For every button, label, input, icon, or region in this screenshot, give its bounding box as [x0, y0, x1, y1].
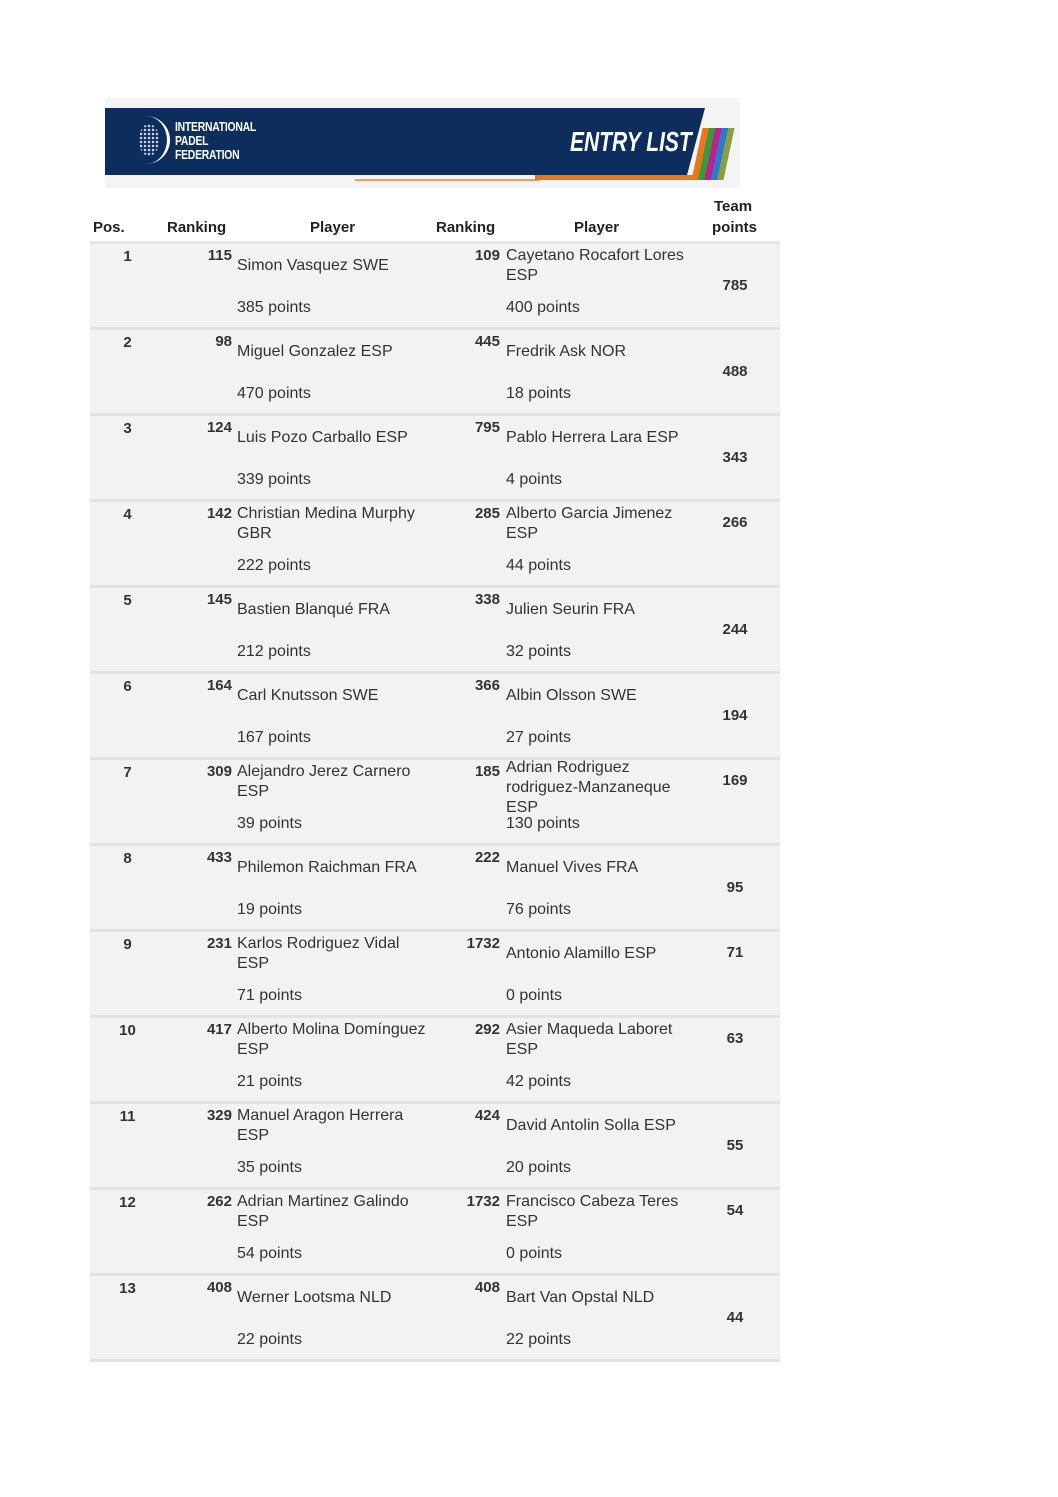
- player2-points: 42 points: [506, 1073, 571, 1090]
- table-row: [90, 588, 780, 674]
- player2-name: Manuel Vives FRA: [506, 859, 639, 876]
- player2-ranking: 408: [474, 1279, 500, 1296]
- team-points: 244: [722, 621, 748, 638]
- player2-points: 76 points: [506, 901, 571, 918]
- player1-ranking: 329: [206, 1107, 232, 1124]
- player1-name: Adrian Martinez Galindo ESP: [237, 1193, 409, 1230]
- player1-name: Philemon Raichman FRA: [237, 859, 417, 876]
- team-points: 71: [726, 944, 744, 961]
- team-points: 169: [722, 772, 748, 789]
- player1-name: Luis Pozo Carballo ESP: [237, 429, 408, 446]
- player1-points: 339 points: [237, 471, 311, 488]
- player2-name: Antonio Alamillo ESP: [506, 945, 657, 962]
- player2-ranking: 1732: [466, 1193, 500, 1210]
- table-row: [90, 1018, 780, 1104]
- player2-points: 18 points: [506, 385, 571, 402]
- player2-ranking: 185: [474, 763, 500, 780]
- player2-name: Alberto Garcia Jimenez ESP: [506, 505, 673, 542]
- logo-line: PADEL: [175, 133, 209, 148]
- player2-ranking: 338: [474, 591, 500, 608]
- player1-name: Miguel Gonzalez ESP: [237, 343, 393, 360]
- player1-ranking: 124: [206, 419, 232, 436]
- player2-ranking: 292: [474, 1021, 500, 1038]
- player1-points: 222 points: [237, 557, 311, 574]
- player2-name: Adrian Rodriguez rodriguez-Manzaneque ESP: [506, 759, 671, 816]
- player2-points: 4 points: [506, 471, 563, 488]
- header-player-2: Player: [574, 219, 620, 236]
- ipf-logo-text: [175, 120, 256, 162]
- banner-title: ENTRY LIST: [570, 126, 692, 157]
- position: 7: [123, 764, 132, 781]
- accent-bar: [535, 175, 695, 180]
- player1-points: 71 points: [237, 987, 302, 1004]
- team-points: 44: [726, 1309, 744, 1326]
- player1-points: 470 points: [237, 385, 311, 402]
- player2-points: 32 points: [506, 643, 571, 660]
- player1-points: 35 points: [237, 1159, 302, 1176]
- player2-points: 44 points: [506, 557, 571, 574]
- header-ranking-2: Ranking: [436, 219, 496, 236]
- player1-ranking: 164: [206, 677, 232, 694]
- position: 2: [123, 334, 132, 351]
- team-points: 95: [726, 879, 744, 896]
- position: 3: [123, 420, 132, 437]
- player2-ranking: 445: [474, 333, 500, 350]
- table-row: [90, 674, 780, 760]
- header-team-points-line1: Team: [714, 198, 753, 215]
- player1-name: Alberto Molina Domínguez ESP: [237, 1021, 426, 1058]
- player2-ranking: 109: [474, 247, 500, 264]
- position: 10: [119, 1022, 136, 1039]
- team-points: 55: [726, 1137, 744, 1154]
- ipf-banner: [105, 98, 740, 188]
- player1-ranking: 417: [206, 1021, 232, 1038]
- player2-ranking: 424: [474, 1107, 500, 1124]
- player1-ranking: 433: [206, 849, 232, 866]
- table-row: [90, 330, 780, 416]
- team-points: 785: [722, 277, 748, 294]
- player1-name: Karlos Rodriguez Vidal ESP: [237, 935, 400, 972]
- player2-name: Fredrik Ask NOR: [506, 343, 627, 360]
- player2-name: Cayetano Rocafort Lores ESP: [506, 247, 684, 284]
- player1-name: Alejandro Jerez Carnero ESP: [237, 763, 411, 800]
- position: 5: [123, 592, 132, 609]
- player1-points: 22 points: [237, 1331, 302, 1348]
- header-team-points-line2: points: [712, 219, 757, 236]
- player1-points: 212 points: [237, 643, 311, 660]
- table-row: [90, 1104, 780, 1190]
- table-row: [90, 1276, 780, 1362]
- team-points: 63: [726, 1030, 744, 1047]
- position: 4: [123, 506, 132, 523]
- player2-ranking: 366: [474, 677, 500, 694]
- table-row: [90, 846, 780, 932]
- player1-points: 167 points: [237, 729, 311, 746]
- player1-name: Bastien Blanqué FRA: [237, 601, 390, 618]
- logo-line: INTERNATIONAL: [175, 119, 257, 134]
- player1-points: 54 points: [237, 1245, 302, 1262]
- position: 12: [119, 1194, 136, 1211]
- player1-name: Werner Lootsma NLD: [237, 1289, 392, 1306]
- table-row: [90, 1190, 780, 1276]
- player1-name: Carl Knutsson SWE: [237, 687, 379, 704]
- player1-ranking: 145: [206, 591, 232, 608]
- player2-name: Julien Seurin FRA: [506, 601, 635, 618]
- player2-ranking: 222: [474, 849, 500, 866]
- team-points: 266: [722, 514, 748, 531]
- player2-name: Pablo Herrera Lara ESP: [506, 429, 679, 446]
- player1-points: 21 points: [237, 1073, 302, 1090]
- player2-ranking: 285: [474, 505, 500, 522]
- accent-line: [355, 179, 540, 181]
- player2-points: 0 points: [506, 1245, 563, 1262]
- player2-points: 22 points: [506, 1331, 571, 1348]
- player1-name: Simon Vasquez SWE: [237, 257, 389, 274]
- table-row: [90, 932, 780, 1018]
- player1-ranking: 98: [215, 333, 232, 350]
- player2-name: Francisco Cabeza Teres ESP: [506, 1193, 679, 1230]
- player2-name: Bart Van Opstal NLD: [506, 1289, 655, 1306]
- player2-points: 130 points: [506, 815, 580, 832]
- player1-ranking: 115: [207, 247, 232, 264]
- player1-name: Manuel Aragon Herrera ESP: [237, 1107, 404, 1144]
- logo-line: FEDERATION: [175, 147, 240, 162]
- player2-points: 400 points: [506, 299, 580, 316]
- position: 1: [123, 248, 132, 265]
- player1-points: 39 points: [237, 815, 302, 832]
- player1-ranking: 142: [206, 505, 232, 522]
- header-player-1: Player: [310, 219, 356, 236]
- player2-ranking: 1732: [466, 935, 500, 952]
- player1-points: 385 points: [237, 299, 311, 316]
- header-ranking-1: Ranking: [167, 219, 227, 236]
- player1-points: 19 points: [237, 901, 302, 918]
- player2-ranking: 795: [474, 419, 500, 436]
- header-pos: Pos.: [93, 219, 125, 236]
- position: 6: [123, 678, 132, 695]
- player1-ranking: 408: [206, 1279, 232, 1296]
- position: 8: [123, 850, 132, 867]
- player1-name: Christian Medina Murphy GBR: [237, 505, 415, 542]
- player1-ranking: 231: [206, 935, 232, 952]
- table-row: [90, 416, 780, 502]
- position: 11: [119, 1108, 136, 1125]
- player2-points: 27 points: [506, 729, 571, 746]
- table-row: [90, 502, 780, 588]
- table-row: [90, 244, 780, 330]
- player2-name: David Antolin Solla ESP: [506, 1117, 676, 1134]
- color-stripes: [691, 128, 734, 180]
- player2-points: 20 points: [506, 1159, 571, 1176]
- table-row: [90, 760, 780, 846]
- team-points: 343: [722, 449, 748, 466]
- position: 13: [119, 1280, 136, 1297]
- player2-name: Asier Maqueda Laboret ESP: [506, 1021, 673, 1058]
- position: 9: [123, 936, 132, 953]
- player1-ranking: 309: [206, 763, 232, 780]
- team-points: 194: [722, 707, 748, 724]
- player2-points: 0 points: [506, 987, 563, 1004]
- player1-ranking: 262: [206, 1193, 232, 1210]
- team-points: 54: [726, 1202, 744, 1219]
- player2-name: Albin Olsson SWE: [506, 687, 637, 704]
- team-points: 488: [722, 363, 748, 380]
